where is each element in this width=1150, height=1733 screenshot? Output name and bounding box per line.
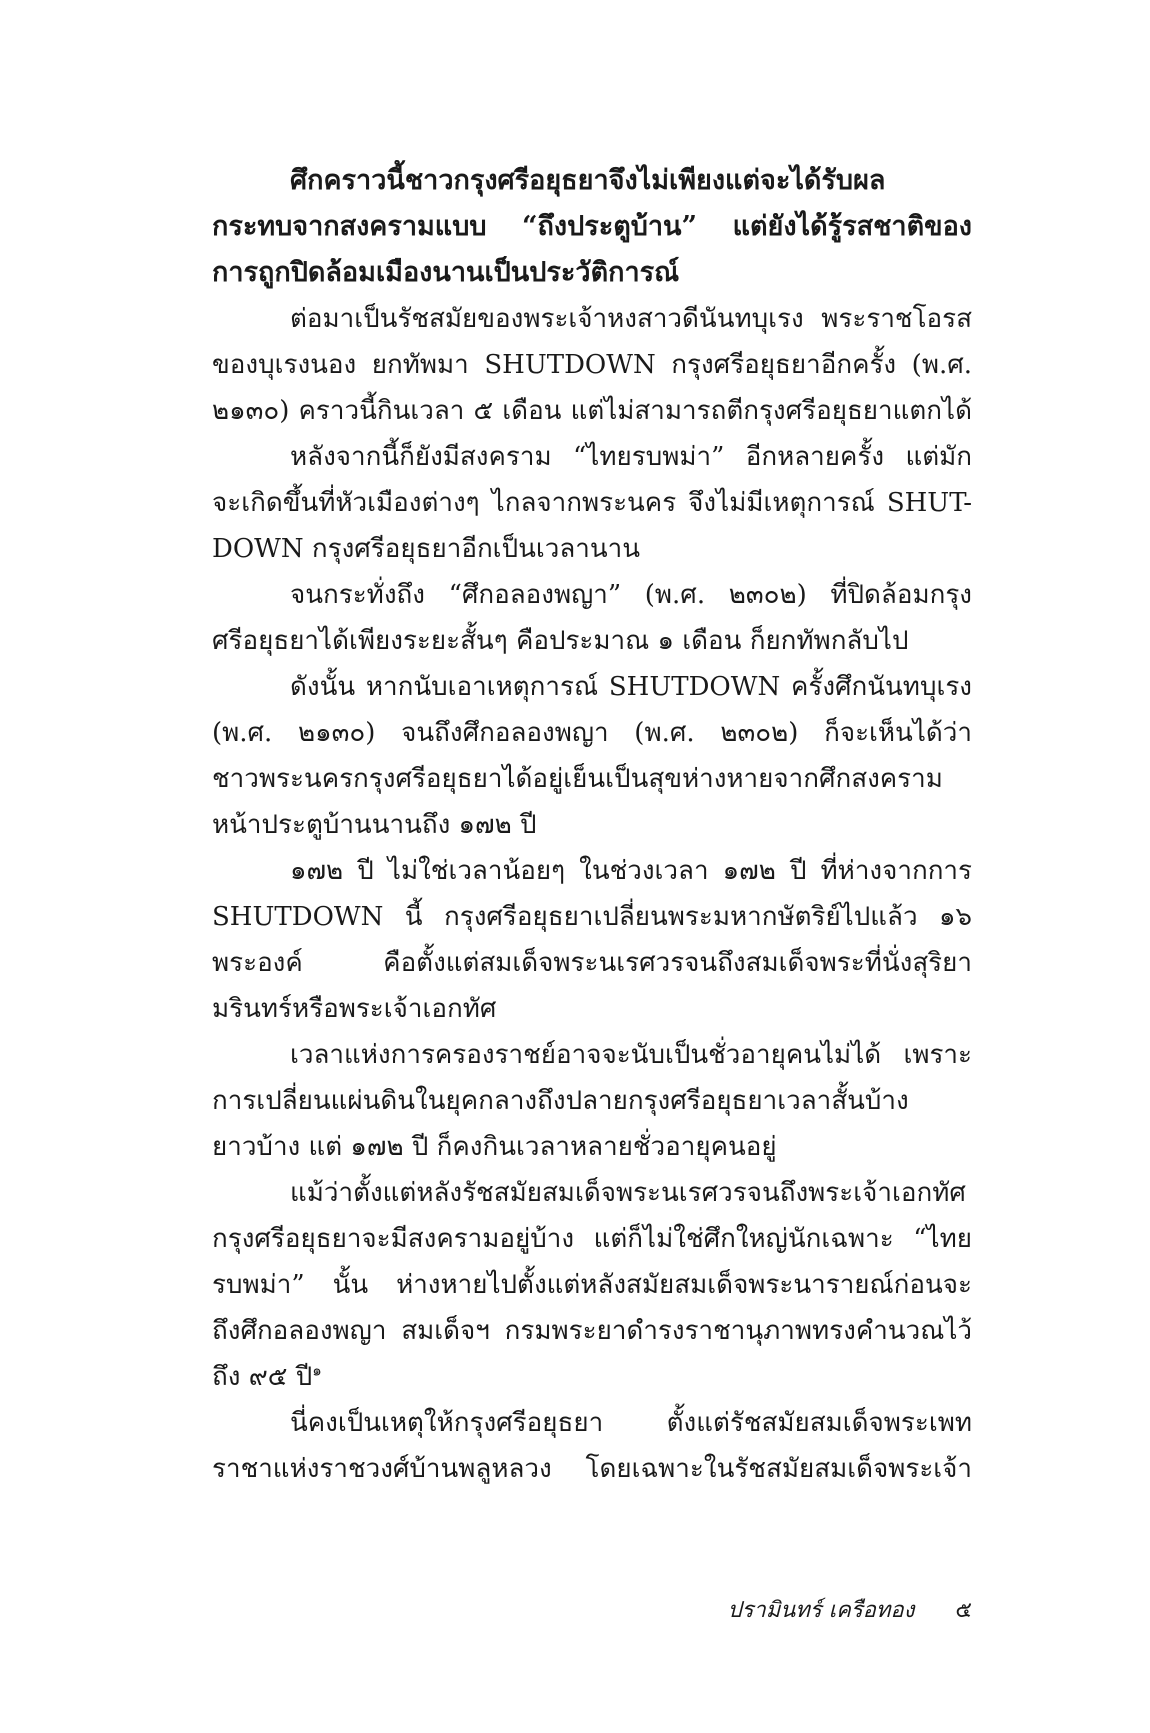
footnote-mark[interactable]: ๑ — [312, 1361, 322, 1380]
paragraph-line: แม้ว่าตั้งแต่หลังรัชสมัยสมเด็จพระนเรศวรจนถึงพระเจ้าเอกทัศ — [290, 1178, 966, 1208]
intro-line: การถูกปิดล้อมเมืองนานเป็นประวัติการณ์ — [212, 257, 680, 288]
paragraph-line: ถึงศึกอลองพญา สมเด็จฯ กรมพระยาดำรงราชานุภาพทรงคำนวณไว้ — [212, 1316, 972, 1346]
paragraph-line: นี่คงเป็นเหตุให้กรุงศรีอยุธยา ตั้งแต่รัชสมัยสมเด็จพระเพท — [290, 1408, 972, 1438]
paragraph-line: พระองค์ คือตั้งแต่สมเด็จพระนเรศวรจนถึงสมเด็จพระที่นั่งสุริยา — [212, 948, 972, 978]
paragraph-line: กรุงศรีอยุธยาจะมีสงครามอยู่บ้าง แต่ก็ไม่ใช่ศึกใหญ่นักเฉพาะ “ไทย — [212, 1224, 972, 1254]
paragraph-line: ราชาแห่งราชวงศ์บ้านพลูหลวง โดยเฉพาะในรัชสมัยสมเด็จพระเจ้า — [212, 1454, 972, 1484]
paragraph-line: ๑๗๒ ปี ไม่ใช่เวลาน้อยๆ ในช่วงเวลา ๑๗๒ ปี ที่ห่างจากการ — [290, 856, 972, 886]
paragraph-line: ๒๑๓๐) คราวนี้กินเวลา ๕ เดือน แต่ไม่สามารถตีกรุงศรีอยุธยาแตกได้ — [212, 396, 972, 426]
paragraph-line: ชาวพระนครกรุงศรีอยุธยาได้อยู่เย็นเป็นสุขห่างหายจากศึกสงคราม — [212, 764, 943, 794]
paragraph-line: ของบุเรงนอง ยกทัพมา SHUTDOWN กรุงศรีอยุธยาอีกครั้ง (พ.ศ. — [212, 350, 972, 380]
paragraph-line: ดังนั้น หากนับเอาเหตุการณ์ SHUTDOWN ครั้งศึกนันทบุเรง — [290, 672, 972, 702]
paragraph-line: การเปลี่ยนแผ่นดินในยุคกลางถึงปลายกรุงศรีอยุธยาเวลาสั้นบ้าง — [212, 1086, 909, 1116]
body-text — [212, 158, 972, 1492]
paragraph-line: จะเกิดขึ้นที่หัวเมืองต่างๆ ไกลจากพระนคร จึงไม่มีเหตุการณ์ SHUT- — [212, 488, 972, 518]
paragraph-line: รบพม่า” นั้น ห่างหายไปตั้งแต่หลังสมัยสมเด็จพระนารายณ์ก่อนจะ — [212, 1270, 972, 1300]
paragraph-line: หน้าประตูบ้านนานถึง ๑๗๒ ปี — [212, 810, 537, 840]
paragraph-line: SHUTDOWN นี้ กรุงศรีอยุธยาเปลี่ยนพระมหากษัตริย์ไปแล้ว ๑๖ — [212, 902, 972, 932]
paragraph-line: (พ.ศ. ๒๑๓๐) จนถึงศึกอลองพญา (พ.ศ. ๒๓๐๒) ก็จะเห็นได้ว่า — [212, 718, 972, 748]
page-number: ๕ — [955, 1598, 972, 1623]
paragraph-line: หลังจากนี้ก็ยังมีสงคราม “ไทยรบพม่า” อีกหลายครั้ง แต่มัก — [290, 442, 972, 472]
paragraph-line: ต่อมาเป็นรัชสมัยของพระเจ้าหงสาวดีนันทบุเรง พระราชโอรส — [290, 304, 972, 334]
paragraph-line: จนกระทั่งถึง “ศึกอลองพญา” (พ.ศ. ๒๓๐๒) ที่ปิดล้อมกรุง — [290, 580, 972, 610]
intro-line: กระทบจากสงครามแบบ “ถึงประตูบ้าน” แต่ยังได้รู้รสชาติของ — [212, 211, 972, 242]
paragraph-line: ศรีอยุธยาได้เพียงระยะสั้นๆ คือประมาณ ๑ เดือน ก็ยกทัพกลับไป — [212, 626, 909, 656]
page-footer — [728, 1592, 972, 1627]
paragraph-line: เวลาแห่งการครองราชย์อาจจะนับเป็นชั่วอายุคนไม่ได้ เพราะ — [290, 1040, 972, 1070]
footer-author: ปรามินทร์ เครือทอง — [727, 1598, 915, 1623]
intro-line: ศึกคราวนี้ชาวกรุงศรีอยุธยาจึงไม่เพียงแต่จะได้รับผล — [290, 165, 886, 196]
paragraph-line: DOWN กรุงศรีอยุธยาอีกเป็นเวลานาน — [212, 534, 641, 564]
paragraph-line-text: ถึง ๙๕ ปี — [212, 1362, 313, 1392]
paragraph-line-with-footnote — [212, 1354, 972, 1400]
paragraph-line: มรินทร์หรือพระเจ้าเอกทัศ — [212, 994, 497, 1024]
paragraph-line: ยาวบ้าง แต่ ๑๗๒ ปี ก็คงกินเวลาหลายชั่วอายุคนอยู่ — [212, 1132, 777, 1162]
